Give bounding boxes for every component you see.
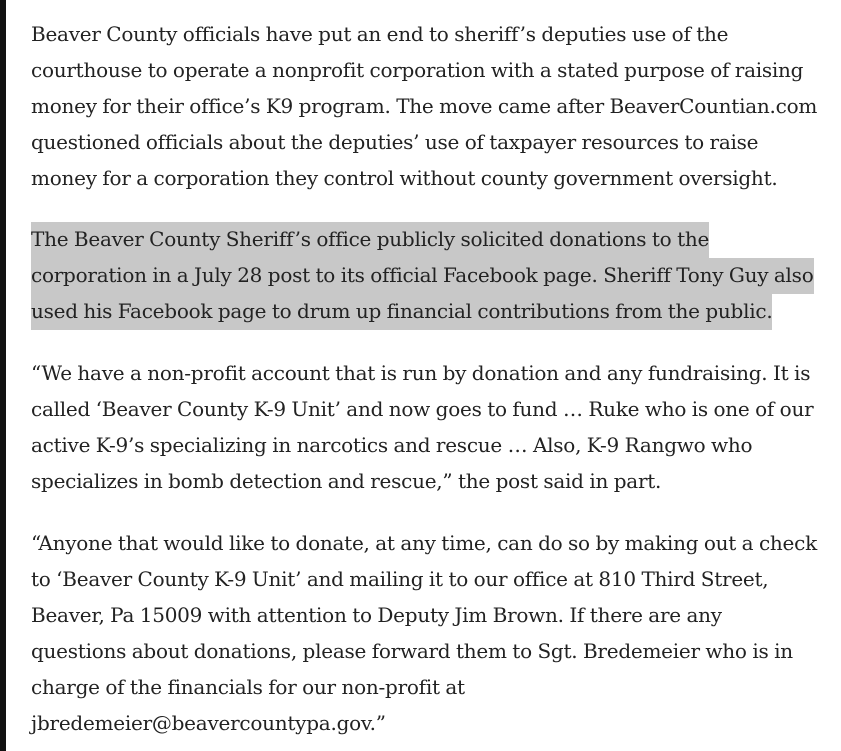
paragraph-1 (31, 16, 831, 196)
text-line: money for their office’s K9 program. The move came after BeaverCountian.com (31, 94, 818, 118)
text-line: questions about donations, please forward them to Sgt. Bredemeier who is in (31, 639, 793, 663)
text-line: charge of the financials for our non-profit at (31, 675, 465, 699)
left-border-rule (0, 0, 6, 751)
highlighted-text-line[interactable]: used his Facebook page to drum up financial contributions from the public. (31, 294, 772, 330)
text-line: “We have a non-profit account that is run by donation and any fundraising. It is (31, 361, 811, 385)
article-body (31, 16, 831, 741)
text-line: courthouse to operate a nonprofit corporation with a stated purpose of raising (31, 58, 804, 82)
text-line: questioned officials about the deputies’ use of taxpayer resources to raise (31, 130, 759, 154)
email-address-text: jbredemeier@beavercountypa.gov.” (31, 711, 386, 735)
text-line: specializes in bomb detection and rescue,” the post said in part. (31, 469, 662, 493)
highlighted-text-line[interactable]: The Beaver County Sheriff’s office publicly solicited donations to the (31, 222, 709, 258)
text-line: called ‘Beaver County K-9 Unit’ and now goes to fund … Ruke who is one of our (31, 397, 814, 421)
paragraph-2-highlighted (31, 221, 831, 329)
highlighted-text-line[interactable]: corporation in a July 28 post to its official Facebook page. Sheriff Tony Guy also (31, 258, 814, 294)
text-line: “Anyone that would like to donate, at any time, can do so by making out a check (31, 531, 817, 555)
paragraph-3-quote (31, 355, 831, 499)
text-line: Beaver County officials have put an end to sheriff’s deputies use of the (31, 22, 729, 46)
text-line: active K-9’s specializing in narcotics and rescue … Also, K-9 Rangwo who (31, 433, 753, 457)
text-line: to ‘Beaver County K-9 Unit’ and mailing it to our office at 810 Third Street, (31, 567, 769, 591)
paragraph-4-quote (31, 525, 831, 741)
text-line: Beaver, Pa 15009 with attention to Deputy Jim Brown. If there are any (31, 603, 722, 627)
text-line: money for a corporation they control without county government oversight. (31, 166, 778, 190)
